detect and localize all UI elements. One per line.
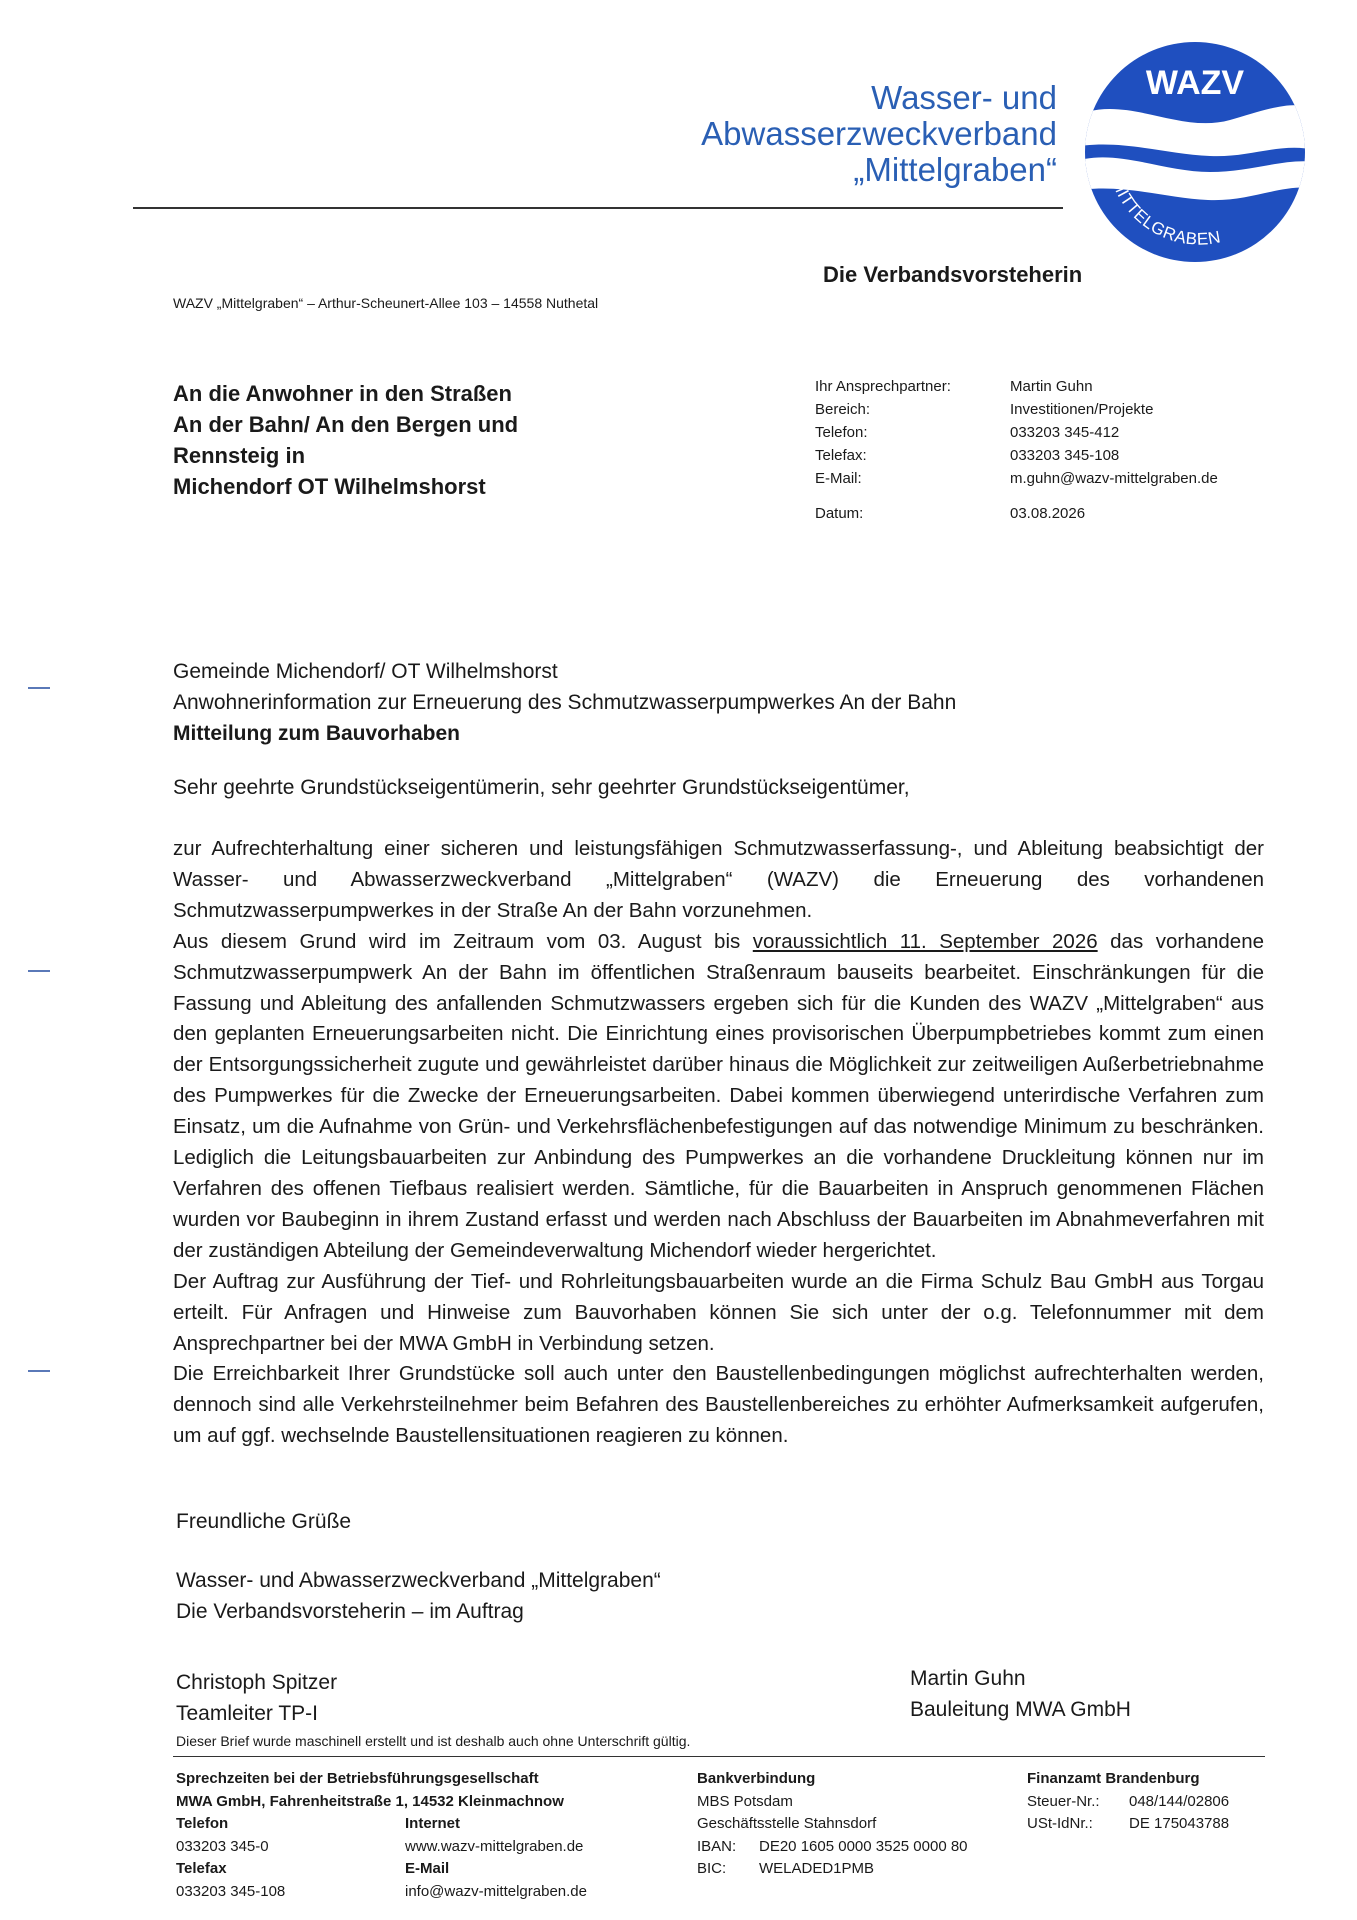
body-paragraph: zur Aufrechterhaltung einer sicheren und leistungsfähigen Schmutzwasserfassung-, und Ableitung beabsichtigt der Wasser- und Abwasserzweckverband „Mittelgraben“ (WAZV) die Erneuerung des vorhandenen Schmutzwasserpumpwerkes in der Straße An der Bahn vorzunehmen.	[173, 837, 1264, 922]
body-paragraph	[173, 927, 1264, 1267]
ust-value: DE 175043788	[1129, 1815, 1230, 1832]
header-divider	[133, 207, 1063, 209]
footer-fax-label: Telefax	[176, 1860, 227, 1877]
contact-block	[815, 375, 1218, 525]
subject-block	[173, 656, 956, 749]
iban-label: IBAN:	[697, 1837, 737, 1855]
footer-bank-heading: Bankverbindung	[697, 1770, 816, 1787]
footer-bic	[697, 1858, 968, 1881]
footer-web	[405, 1813, 587, 1903]
recipient-line-3: Rennsteig in	[173, 443, 306, 468]
footer-phone	[176, 1813, 285, 1903]
logo-text-top: WAZV	[1145, 64, 1245, 102]
footer-phone-label: Telefon	[176, 1815, 229, 1832]
body-paragraph: Die Erreichbarkeit Ihrer Grundstücke soll auch unter den Baustellenbedingungen möglichst aufrechterhalten werden, dennoch sind alle Verkehrsteilnehmer beim Befahren des Baustellenbereiches zu erhöhter Aufmerksamkeit aufgerufen, um auf ggf. wechselnde Baustellensituationen reagieren zu können.	[173, 1362, 1264, 1448]
wazv-logo	[1080, 36, 1310, 268]
contact-value: 033203 345-412	[1010, 424, 1120, 441]
signer-title: Bauleitung MWA GmbH	[910, 1698, 1131, 1721]
footer-office-address: MWA GmbH, Fahrenheitstraße 1, 14532 Kleinmachnow	[176, 1792, 564, 1810]
date-value: 03.08.2026	[1010, 505, 1086, 522]
footer-divider	[173, 1756, 1265, 1757]
body-text: Aus diesem Grund wird im Zeitraum vom 03. August bis	[173, 929, 753, 953]
signer-title: Teamleiter TP-I	[176, 1702, 318, 1725]
contact-row	[815, 421, 1218, 444]
body-text: das vorhandene Schmutzwasserpumpwerk An der Bahn im öffentlichen Straßenraum bauseits bearbeitet. Einschränkungen für die Fassung und Ableitung des anfallenden Schmutzwassers ergeben sich für die Kunden des WAZV „Mittelgraben“ aus den geplanten Erneuerungsarbeiten nicht. Die Einrichtung eines provisorischen Überpumpbetriebes kommt zum einen der Entsorgungssicherheit zugute und gewährleistet darüber hinaus die Möglichkeit zur zeitweiligen Außerbetriebnahme des Pumpwerkes für die Zwecke der Erneuerungsarbeiten. Dabei kommen überwiegend unterirdische Verfahren zum Einsatz, um die Aufnahme von Grün- und Verkehrsflächenbefestigungen auf das notwendige Minimum zu beschränken. Lediglich die Leitungsbauarbeiten zur Anbindung des Pumpwerkes an die vorhandene Druckleitung können nur im Verfahren des offenen Tiefbaus realisiert werden. Sämtliche, für die Bauarbeiten in Anspruch genommenen Flächen wurden vor Baubeginn in ihrem Zustand erfasst und werden nach Abschluss der Bauarbeiten im Abnahmeverfahren mit der zuständigen Abteilung der Gemeindeverwaltung Michendorf wieder hergerichtet.	[173, 929, 1265, 1262]
bic-value: WELADED1PMB	[759, 1860, 875, 1877]
footer-fax-value: 033203 345-108	[176, 1882, 286, 1900]
footer-email-label: E-Mail	[405, 1860, 450, 1877]
recipient-line-1: An die Anwohner in den Straßen	[173, 381, 512, 406]
punch-mark	[28, 970, 50, 972]
contact-row	[815, 467, 1218, 490]
closing-role: Die Verbandsvorsteherin – im Auftrag	[176, 1600, 524, 1623]
footer-phone-value: 033203 345-0	[176, 1837, 269, 1855]
contact-label: Bereich:	[815, 401, 871, 418]
footer-email-link[interactable]: info@wazv-mittelgraben.de	[405, 1882, 587, 1900]
fold-mark	[28, 1370, 50, 1372]
recipient-line-4: Michendorf OT Wilhelmshorst	[173, 474, 486, 499]
signature-left	[176, 1667, 337, 1729]
org-line-2: Abwasserzweckverband	[701, 115, 1057, 152]
logo-text-bottom: MITTELGRABEN	[1107, 174, 1223, 249]
steuer-label: Steuer-Nr.:	[1027, 1792, 1100, 1810]
org-line-1: Wasser- und	[871, 79, 1057, 116]
letter-body	[173, 834, 1264, 1452]
sender-address-line: WAZV „Mittelgraben“ – Arthur-Scheunert-Allee 103 – 14558 Nuthetal	[173, 295, 599, 311]
contact-row	[815, 444, 1218, 467]
subject-heading: Mitteilung zum Bauvorhaben	[173, 722, 461, 745]
footer-website-link[interactable]: www.wazv-mittelgraben.de	[405, 1837, 584, 1855]
date-row	[815, 502, 1218, 525]
fold-mark	[28, 687, 50, 689]
contact-value: Martin Guhn	[1010, 378, 1093, 395]
bic-label: BIC:	[697, 1860, 727, 1877]
footer-internet-label: Internet	[405, 1815, 461, 1832]
recipient-address	[173, 378, 518, 502]
signer-name: Martin Guhn	[910, 1667, 1026, 1690]
footer-bank-name: MBS Potsdam	[697, 1792, 793, 1810]
footer-bank-branch: Geschäftsstelle Stahnsdorf	[697, 1815, 877, 1832]
body-paragraph: Der Auftrag zur Ausführung der Tief- und Rohrleitungsbauarbeiten wurde an die Firma Schulz Bau GmbH aus Torgau erteilt. Für Anfragen und Hinweise zum Bauvorhaben können Sie sich unter der o.g. Telefonnummer mit dem Ansprechpartner bei der MWA GmbH in Verbindung setzen.	[173, 1269, 1264, 1355]
sender-role: Die Verbandsvorsteherin	[823, 262, 1083, 287]
footer-ust	[1027, 1813, 1229, 1836]
contact-value: Investitionen/Projekte	[1010, 401, 1154, 418]
date-label: Datum:	[815, 505, 864, 522]
contact-label: Telefax:	[815, 447, 867, 464]
organization-name	[701, 80, 1057, 188]
salutation: Sehr geehrte Grundstückseigentümerin, sehr geehrter Grundstückseigentümer,	[173, 776, 910, 799]
footer-steuer	[1027, 1791, 1229, 1814]
footer-tax	[1027, 1768, 1229, 1836]
ust-label: USt-IdNr.:	[1027, 1815, 1093, 1832]
signer-name: Christoph Spitzer	[176, 1671, 338, 1694]
footer-tax-heading: Finanzamt Brandenburg	[1027, 1770, 1200, 1787]
contact-email[interactable]: m.guhn@wazv-mittelgraben.de	[1010, 470, 1218, 487]
closing-block	[176, 1565, 661, 1627]
footer-iban	[697, 1836, 968, 1859]
org-line-3: „Mittelgraben“	[853, 151, 1057, 188]
signature-right	[910, 1663, 1131, 1725]
contact-label: Telefon:	[815, 424, 868, 441]
subject-line-2: Anwohnerinformation zur Erneuerung des Schmutzwasserpumpwerkes An der Bahn	[173, 691, 957, 714]
contact-row	[815, 375, 1218, 398]
footer-office	[176, 1768, 564, 1813]
contact-value: 033203 345-108	[1010, 447, 1120, 464]
closing-org: Wasser- und Abwasserzweckverband „Mittelgraben“	[176, 1569, 661, 1592]
contact-label: Ihr Ansprechpartner:	[815, 378, 951, 395]
machine-note: Dieser Brief wurde maschinell erstellt und ist deshalb auch ohne Unterschrift gültig.	[176, 1733, 691, 1749]
footer-bank	[697, 1768, 968, 1881]
completion-date: voraussichtlich 11. September 2026	[752, 929, 1098, 953]
recipient-line-2: An der Bahn/ An den Bergen und	[173, 412, 519, 437]
contact-row	[815, 398, 1218, 421]
iban-value: DE20 1605 0000 3525 0000 80	[759, 1837, 968, 1855]
greeting: Freundliche Grüße	[176, 1510, 352, 1533]
subject-line-1: Gemeinde Michendorf/ OT Wilhelmshorst	[173, 660, 558, 683]
contact-label: E-Mail:	[815, 470, 862, 487]
steuer-value: 048/144/02806	[1129, 1792, 1230, 1810]
footer-office-heading: Sprechzeiten bei der Betriebsführungsgesellschaft	[176, 1770, 539, 1787]
